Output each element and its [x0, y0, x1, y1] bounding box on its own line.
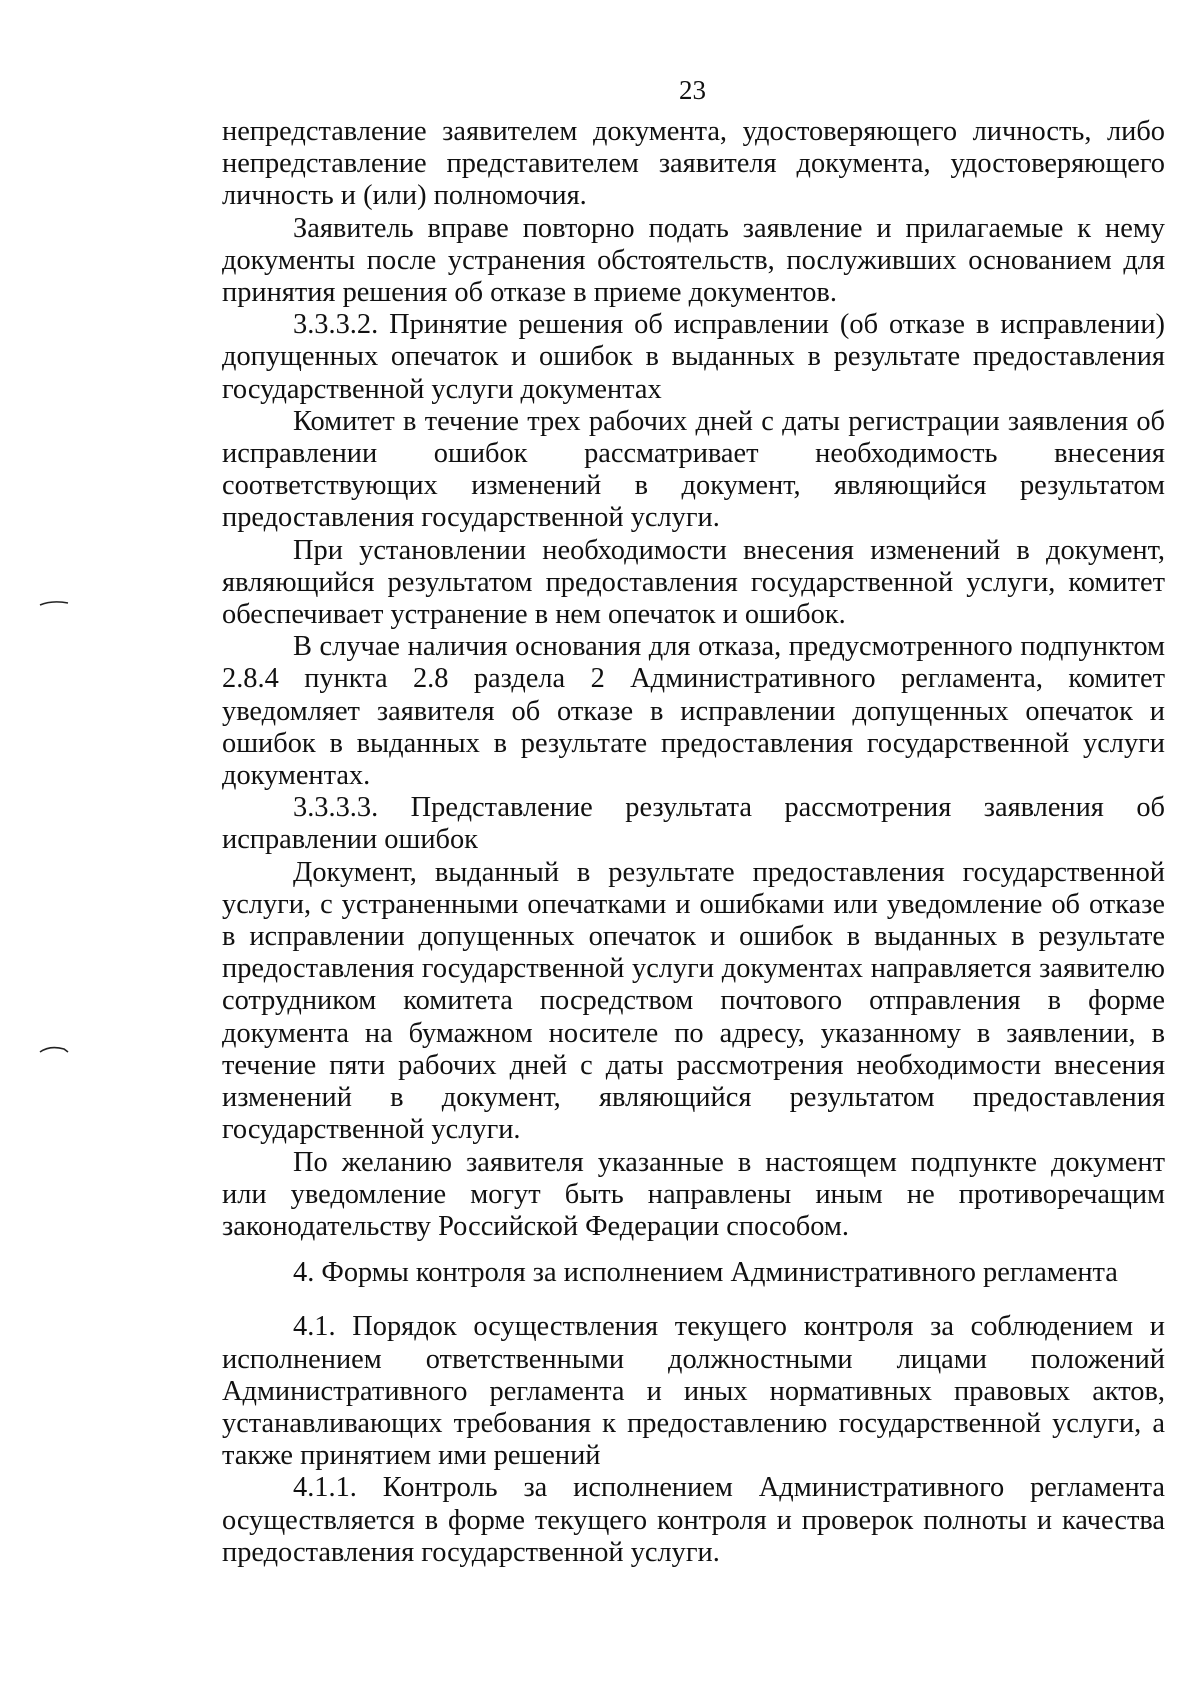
punch-hole-mark-upper [38, 598, 72, 608]
paragraph-committee-review: Комитет в течение трех рабочих дней с даты регистрации заявления об исправлении ошибок рассматривает необходимость внесения соответствующих изменений в документ, являющийся результатом предоставления государственной услуги. [222, 405, 1165, 534]
punch-hole-mark-lower [38, 1043, 72, 1053]
paragraph-error-correction: При установлении необходимости внесения изменений в документ, являющийся результатом предоставления государственной услуги, комитет обеспечивает устранение в нем опечаток и ошибок. [222, 534, 1165, 631]
paragraph-refusal-grounds: В случае наличия основания для отказа, предусмотренного подпунктом 2.8.4 пункта 2.8 раздела 2 Административного регламента, комитет уведомляет заявителя об отказе в исправлении допущенных опечаток и ошибок в выданных в результате предоставления государственной услуги документах. [222, 631, 1165, 792]
paragraph-resubmission: Заявитель вправе повторно подать заявление и прилагаемые к нему документы после устранения обстоятельств, послуживших основанием для принятия решения об отказе в приеме документов. [222, 212, 1165, 309]
section-heading-4-1: 4.1. Порядок осуществления текущего контроля за соблюдением и исполнением ответственными должностными лицами положений Административного регламента и иных нормативных правовых актов, устанавливающих требования к предоставлению государственной услуги, а также принятием ими решений [222, 1311, 1165, 1472]
paragraph-applicant-wish: По желанию заявителя указанные в настоящем подпункте документ или уведомление могут быть направлены иным не противоречащим законодательству Российской Федерации способом. [222, 1146, 1165, 1242]
section-heading-3-3-3-3: 3.3.3.3. Представление результата рассмотрения заявления об исправлении ошибок [222, 792, 1165, 856]
paragraph-document-delivery: Документ, выданный в результате предоставления государственной услуги, с устраненными опечатками и ошибками или уведомление об отказе в исправлении допущенных опечаток и ошибок в выданных в результате предоставления государственной услуги документах направляется заявителю сотрудником комитета посредством почтового отправления в форме документа на бумажном носителе по адресу, указанному в заявлении, в течение пяти рабочих дней с даты рассмотрения необходимости внесения изменений в документ, являющийся результатом предоставления государственной услуги. [222, 856, 1165, 1146]
page-number: 23 [679, 75, 706, 105]
paragraph-4-1-1: 4.1.1. Контроль за исполнением Административного регламента осуществляется в форме текущего контроля и проверок полноты и качества предоставления государственной услуги. [222, 1472, 1165, 1568]
paragraph-continuation: непредставление заявителем документа, удостоверяющего личность, либо непредставление представителем заявителя документа, удостоверяющего личность и (или) полномочия. [222, 116, 1165, 212]
section-heading-3-3-3-2: 3.3.3.2. Принятие решения об исправлении (об отказе в исправлении) допущенных опечаток и ошибок в выданных в результате предоставления государственной услуги документах [222, 309, 1165, 405]
chapter-heading-4: 4. Формы контроля за исполнением Административного регламента [293, 1257, 1118, 1289]
document-body [222, 116, 1165, 1569]
